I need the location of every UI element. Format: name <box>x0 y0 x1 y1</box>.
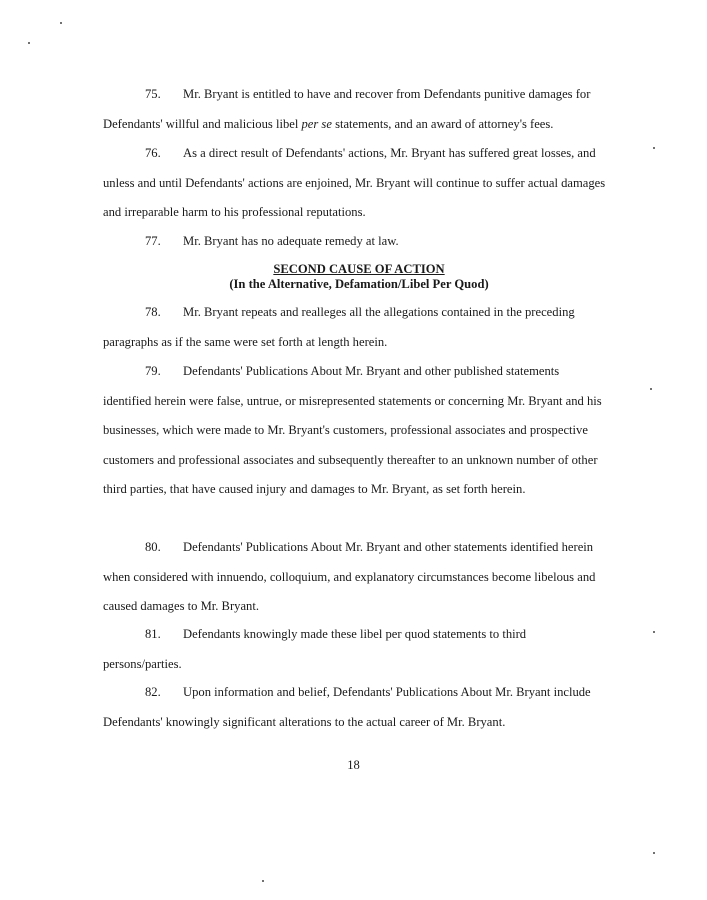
emphasis-text: per se <box>301 116 332 131</box>
paragraph-text: unless and until Defendants' actions are enjoined, Mr. Bryant will continue to suffer actual damages and irreparable harm to his professional reputations. <box>103 175 606 219</box>
paragraph-text: when considered with innuendo, colloquium, and explanatory circumstances become libelous and caused damages to Mr. Bryant. <box>103 569 596 613</box>
paragraph-81 <box>103 620 615 679</box>
paragraph-77 <box>103 227 615 257</box>
paragraph-lead: As a direct result of Defendants' actions, Mr. Bryant has suffered great losses, and <box>183 146 596 160</box>
paragraph-text: Defendants' willful and malicious libel <box>103 116 302 131</box>
paragraph-lead: Upon information and belief, Defendants' Publications About Mr. Bryant include <box>183 685 591 699</box>
paragraph-lead: Defendants' Publications About Mr. Bryant and other statements identified herein <box>183 540 594 554</box>
scan-speck <box>28 42 30 44</box>
paragraph-76 <box>103 139 615 228</box>
paragraph-number: 76. <box>145 146 161 160</box>
section-heading <box>103 262 615 292</box>
paragraph-number: 82. <box>145 685 161 699</box>
paragraph-number: 80. <box>145 540 161 554</box>
scan-speck <box>653 631 655 633</box>
heading-subtitle: (In the Alternative, Defamation/Libel Per Quod) <box>229 277 489 291</box>
paragraph-text: statements, and an award of attorney's fees. <box>331 116 554 131</box>
paragraph-lead: Mr. Bryant has no adequate remedy at law. <box>183 234 399 248</box>
paragraph-lead: Defendants' Publications About Mr. Bryant and other published statements <box>183 364 560 378</box>
scan-speck <box>650 388 652 390</box>
page-number: 18 <box>347 758 360 772</box>
scan-speck <box>653 147 655 149</box>
paragraph-text: Defendants' knowingly significant alterations to the actual career of Mr. Bryant. <box>103 714 506 729</box>
paragraph-80 <box>103 533 615 622</box>
paragraph-text: paragraphs as if the same were set forth at length herein. <box>103 334 388 349</box>
paragraph-number: 78. <box>145 305 161 319</box>
paragraph-82 <box>103 678 615 737</box>
paragraph-lead: Mr. Bryant is entitled to have and recover from Defendants punitive damages for <box>183 87 591 101</box>
heading-title: SECOND CAUSE OF ACTION <box>273 262 445 276</box>
paragraph-text: identified herein were false, untrue, or misrepresented statements or concerning Mr. Bryant and his businesses, which were made to Mr. Bryant's customers, professional associates and prospective customers and professional associates and subsequently thereafter to an unknown number of other third parties, that have caused injury and damages to Mr. Bryant, as set forth herein. <box>103 393 602 496</box>
paragraph-79 <box>103 357 615 505</box>
scan-speck <box>60 22 62 24</box>
scan-speck <box>262 880 264 882</box>
scan-speck <box>653 852 655 854</box>
paragraph-lead: Defendants knowingly made these libel per quod statements to third <box>183 627 527 641</box>
paragraph-number: 77. <box>145 234 161 248</box>
paragraph-number: 81. <box>145 627 161 641</box>
paragraph-text: persons/parties. <box>103 656 182 671</box>
paragraph-number: 79. <box>145 364 161 378</box>
paragraph-78 <box>103 298 615 357</box>
paragraph-75 <box>103 80 615 139</box>
paragraph-number: 75. <box>145 87 161 101</box>
paragraph-lead: Mr. Bryant repeats and realleges all the allegations contained in the preceding <box>183 305 575 319</box>
